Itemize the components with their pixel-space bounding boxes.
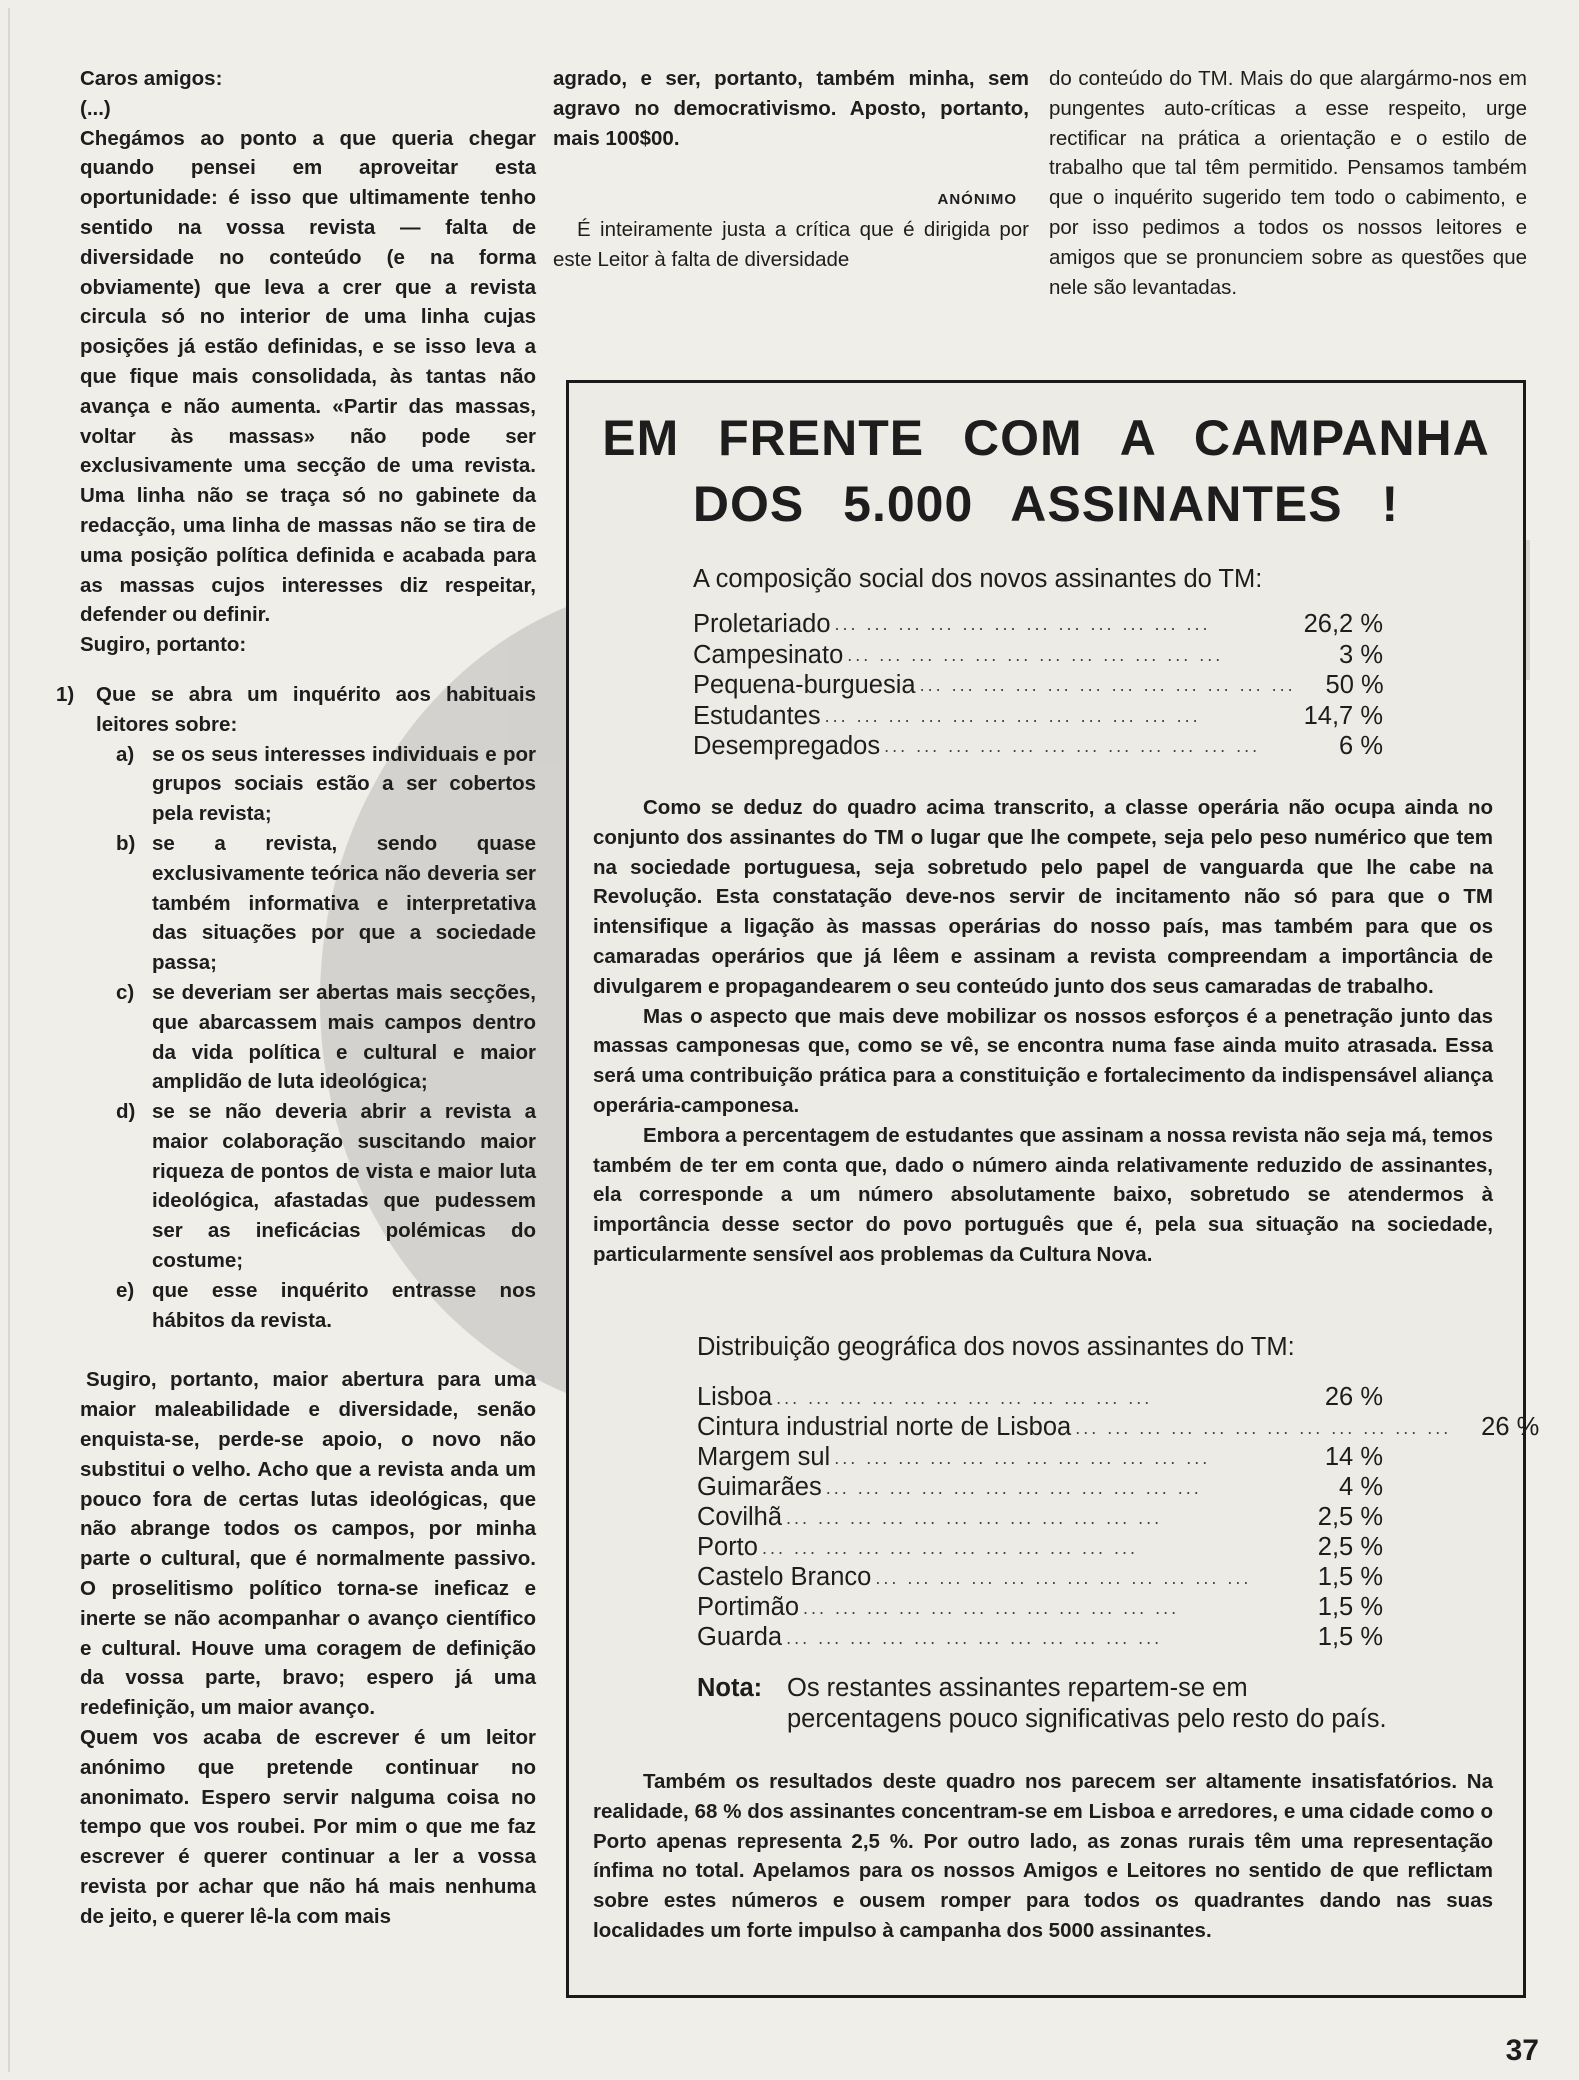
note-label: Nota: bbox=[697, 1674, 763, 1702]
letter-continuation-column bbox=[553, 64, 1029, 275]
letter-column bbox=[56, 64, 536, 1932]
list-number: 1) bbox=[56, 682, 75, 706]
list-item bbox=[116, 1097, 536, 1276]
editorial-reply-column bbox=[1049, 64, 1527, 302]
table-row bbox=[693, 731, 1383, 762]
list-item bbox=[116, 1276, 536, 1336]
letter-suggest-1: Sugiro, portanto: bbox=[80, 633, 247, 657]
row-label: Castelo Branco bbox=[697, 1563, 872, 1591]
commentary-paragraph: Também os resultados deste quadro nos parecem ser altamente insatisfatórios. Na realidade, 68 % dos assinantes concentram-se em Lisboa e arredores, e uma cidade como o Porto apenas representa 2,5 %. Por outro lado, as zonas rurais têm uma representação ínfima no total. Apelamos para os nossos Amigos e Leitores no sentido de que reflictam sobre estes números e ousem romper para todos os quadrantes dando nas suas localidades um forte impulso à campanha dos 5000 assinantes. bbox=[593, 1770, 1493, 1942]
row-label: Porto bbox=[697, 1533, 758, 1561]
letter-paragraph-1: Chegámos ao ponto a que queria chegar quando pensei em aproveitar esta oportunidade: é isso que ultimamente tenho sentido na vossa revista — falta de diversidade no conteúdo (e na forma obviamente) que leva a crer que a revista circula só no interior de uma linha cujas posições já estão definidas, e se isso leva a que fique mais consolidada, às tantas não avança e não aumenta. «Partir das massas, voltar às massas» não pode ser exclusivamente uma secção de uma revista. Uma linha não se traça só no gabinete da redacção, uma linha de massas não se tira de uma posição política definida e acabada para as massas cujos interesses diz respeitar, defender ou definir. bbox=[80, 126, 536, 627]
list-text: se a revista, sendo quase exclusivamente teórica não deveria ser também informativa e interpretativa das situações por que a sociedade passa; bbox=[152, 831, 536, 975]
row-label: Covilhã bbox=[697, 1503, 783, 1531]
table-row bbox=[697, 1413, 1540, 1443]
campaign-title-line-1: EM FRENTE COM A CAMPANHA bbox=[602, 410, 1490, 466]
geographic-distribution-heading: Distribuição geográfica dos novos assinantes do TM: bbox=[697, 1333, 1295, 1361]
row-label: Cintura industrial norte de Lisboa bbox=[697, 1413, 1072, 1441]
suggestion-list bbox=[56, 680, 536, 1336]
letter-signature: ANÓNIMO bbox=[937, 191, 1017, 209]
row-label: Pequena-burguesia bbox=[693, 671, 916, 699]
row-label: Portimão bbox=[697, 1593, 800, 1621]
row-value: 2,5 % bbox=[1317, 1533, 1383, 1561]
list-text: Que se abra um inquérito aos habituais leitores sobre: bbox=[96, 682, 536, 736]
table-row bbox=[693, 670, 1383, 701]
table-row bbox=[693, 701, 1383, 732]
editorial-reply-part-1: É inteiramente justa a crítica que é dirigida por este Leitor à falta de diversidade bbox=[553, 218, 1029, 271]
list-text: que esse inquérito entrasse nos hábitos da revista. bbox=[152, 1278, 536, 1332]
row-value: 26 % bbox=[1481, 1413, 1540, 1441]
social-composition-heading: A composição social dos novos assinantes do TM: bbox=[693, 565, 1263, 593]
commentary-paragraph: Como se deduz do quadro acima transcrito, a classe operária não ocupa ainda no conjunto dos assinantes do TM o lugar que lhe compete, seja pelo peso numérico que tem na sociedade portuguesa, seja sobretudo pelo papel de vanguarda que lhe cabe na Revolução. Esta constatação deve-nos servir de incitamento não só para que o TM intensifique a ligação às massas operárias do nosso país, mas também para que os camaradas operários que já lêem e assinam a revista compreendam a importância de divulgarem e propagandearem o seu conteúdo junto dos seus camaradas de trabalho. bbox=[593, 796, 1493, 998]
geographic-distribution-table bbox=[697, 1383, 1540, 1653]
table-row bbox=[697, 1473, 1383, 1503]
row-label: Campesinato bbox=[693, 640, 844, 669]
row-value: 1,5 % bbox=[1317, 1563, 1383, 1591]
table-row bbox=[697, 1563, 1383, 1593]
letter-ellipsis: (...) bbox=[80, 96, 111, 120]
row-label: Lisboa bbox=[697, 1383, 773, 1411]
commentary-paragraph: Mas o aspecto que mais deve mobilizar os nossos esforços é a penetração junto das massas camponesas que, como se vê, se encontra numa fase ainda muito atrasada. Essa será uma contribuição prática para a constituição e fortalecimento da indispensável aliança operária-camponesa. bbox=[593, 1004, 1493, 1117]
leader-dots: ... ... ... ... ... ... ... ... ... ... ... ... bbox=[776, 1388, 1153, 1408]
row-label: Estudantes bbox=[693, 701, 821, 730]
row-value: 1,5 % bbox=[1317, 1623, 1383, 1651]
list-letter: a) bbox=[116, 742, 135, 766]
table-row bbox=[697, 1623, 1383, 1653]
campaign-box bbox=[566, 380, 1540, 1998]
geographic-commentary bbox=[593, 1767, 1493, 1946]
leader-dots: ... ... ... ... ... ... ... ... ... ... ... ... bbox=[786, 1508, 1163, 1528]
sub-list bbox=[116, 740, 536, 1336]
list-letter: e) bbox=[116, 1278, 135, 1302]
social-composition-table bbox=[693, 609, 1383, 762]
list-item bbox=[56, 680, 536, 740]
list-text: se se não deveria abrir a revista a maior colaboração suscitando maior riqueza de pontos de vista e maior luta ideológica, afastadas que pudessem ser as ineficácias polémicas do costume; bbox=[152, 1100, 536, 1273]
social-commentary bbox=[593, 793, 1493, 1270]
row-value: 1,5 % bbox=[1317, 1593, 1383, 1621]
leader-dots: ... ... ... ... ... ... ... ... ... ... ... ... bbox=[847, 644, 1224, 665]
row-value: 14 % bbox=[1324, 1443, 1383, 1471]
row-value: 50 % bbox=[1325, 671, 1384, 699]
leader-dots: ... ... ... ... ... ... ... ... ... ... ... ... bbox=[761, 1538, 1138, 1558]
leader-dots: ... ... ... ... ... ... ... ... ... ... ... ... bbox=[884, 736, 1261, 756]
leader-dots: ... ... ... ... ... ... ... ... ... ... ... ... bbox=[825, 1478, 1202, 1498]
row-label: Guimarães bbox=[697, 1473, 822, 1501]
commentary-paragraph: Embora a percentagem de estudantes que assinam a nossa revista não seja má, temos também de ter em conta que, dado o número ainda relativamente reduzido de assinantes, ela corresponde a um número absolutamente baixo, sobretudo se atendermos à importância desse sector do povo português que é, pela sua situação na sociedade, particularmente sensível aos problemas da Cultura Nova. bbox=[593, 1123, 1493, 1266]
editorial-reply-part-2: do conteúdo do TM. Mais do que alargármo-nos em pungentes auto-críticas a esse respeito, urge rectificar na prática a orientação e o estilo de trabalho que tal têm permitido. Pensamos também que o inquérito sugerido tem todo o cabimento, e por isso pedimos a todos os nossos leitores e amigos que se pronunciem sobre as questões que nele são levantadas. bbox=[1049, 67, 1527, 299]
table-row bbox=[693, 609, 1383, 640]
row-value: 14,7 % bbox=[1303, 701, 1383, 730]
list-text: se os seus interesses individuais e por grupos sociais estão a ser cobertos pela revista; bbox=[152, 742, 536, 826]
table-row bbox=[697, 1503, 1383, 1533]
leader-dots: ... ... ... ... ... ... ... ... ... ... ... ... bbox=[834, 614, 1211, 634]
row-value: 4 % bbox=[1339, 1473, 1383, 1501]
row-label: Proletariado bbox=[693, 610, 831, 638]
page-number: 37 bbox=[1505, 2034, 1539, 2067]
row-value: 6 % bbox=[1339, 732, 1383, 760]
row-value: 26,2 % bbox=[1303, 610, 1383, 638]
row-value: 3 % bbox=[1339, 640, 1383, 669]
campaign-title-line-2: DOS 5.000 ASSINANTES ! bbox=[692, 476, 1400, 532]
geographic-note bbox=[697, 1673, 1397, 1734]
row-label: Margem sul bbox=[697, 1443, 831, 1471]
letter-paragraph-3-continued: agrado, e ser, portanto, também minha, sem agravo no democrativismo. Aposto, portanto, mais 100$00. bbox=[553, 67, 1029, 150]
list-letter: d) bbox=[116, 1100, 136, 1124]
leader-dots: ... ... ... ... ... ... ... ... ... ... ... ... bbox=[824, 705, 1201, 726]
row-label: Guarda bbox=[697, 1623, 783, 1651]
campaign-title bbox=[569, 405, 1523, 537]
table-row bbox=[697, 1443, 1383, 1473]
leader-dots: ... ... ... ... ... ... ... ... ... ... ... ... bbox=[834, 1448, 1211, 1468]
leader-dots: ... ... ... ... ... ... ... ... ... ... ... ... bbox=[919, 675, 1296, 695]
letter-paragraph-2: Sugiro, portanto, maior abertura para uma maior maleabilidade e diversidade, senão enquista-se, perde-se apoio, o novo não substitui o velho. Acho que a revista anda um pouco fora de certas lutas ideológicas, que não abrange todos os campos, por minha parte o cultural, que é normalmente passivo. O proselitismo político torna-se ineficaz e inerte se não acompanhar o avanço científico e cultural. Houve uma coragem de definição da vossa parte, bravo; espero já uma redefinição, um maior avanço. bbox=[80, 1368, 536, 1720]
table-row bbox=[697, 1383, 1383, 1413]
list-item bbox=[116, 829, 536, 978]
row-value: 2,5 % bbox=[1317, 1503, 1383, 1531]
table-row bbox=[693, 640, 1383, 671]
list-item bbox=[116, 978, 536, 1097]
row-label: Desempregados bbox=[693, 732, 881, 760]
list-item bbox=[116, 740, 536, 829]
letter-paragraph-3: Quem vos acaba de escrever é um leitor anónimo que pretende continuar no anonimato. Espero servir nalguma coisa no tempo que vos roubei. Por mim o que me faz escrever é querer continuar a ler a vossa revista por achar que não há mais nenhuma de jeito, e querer lê-la com mais bbox=[80, 1726, 536, 1928]
leader-dots: ... ... ... ... ... ... ... ... ... ... ... ... bbox=[803, 1598, 1180, 1618]
table-row bbox=[697, 1533, 1383, 1563]
list-letter: c) bbox=[116, 980, 135, 1004]
note-text: Os restantes assinantes repartem-se em percentagens pouco significativas pelo resto do país. bbox=[787, 1674, 1387, 1733]
table-row bbox=[697, 1593, 1383, 1623]
leader-dots: ... ... ... ... ... ... ... ... ... ... ... ... bbox=[1075, 1418, 1452, 1438]
letter-greeting: Caros amigos: bbox=[80, 67, 223, 90]
list-letter: b) bbox=[116, 831, 136, 855]
leader-dots: ... ... ... ... ... ... ... ... ... ... ... ... bbox=[875, 1568, 1252, 1588]
row-value: 26 % bbox=[1324, 1383, 1383, 1411]
list-text: se deveriam ser abertas mais secções, que abarcassem mais campos dentro da vida política e cultural e maior amplidão de luta ideológica; bbox=[152, 980, 536, 1094]
leader-dots: ... ... ... ... ... ... ... ... ... ... ... ... bbox=[786, 1628, 1163, 1648]
